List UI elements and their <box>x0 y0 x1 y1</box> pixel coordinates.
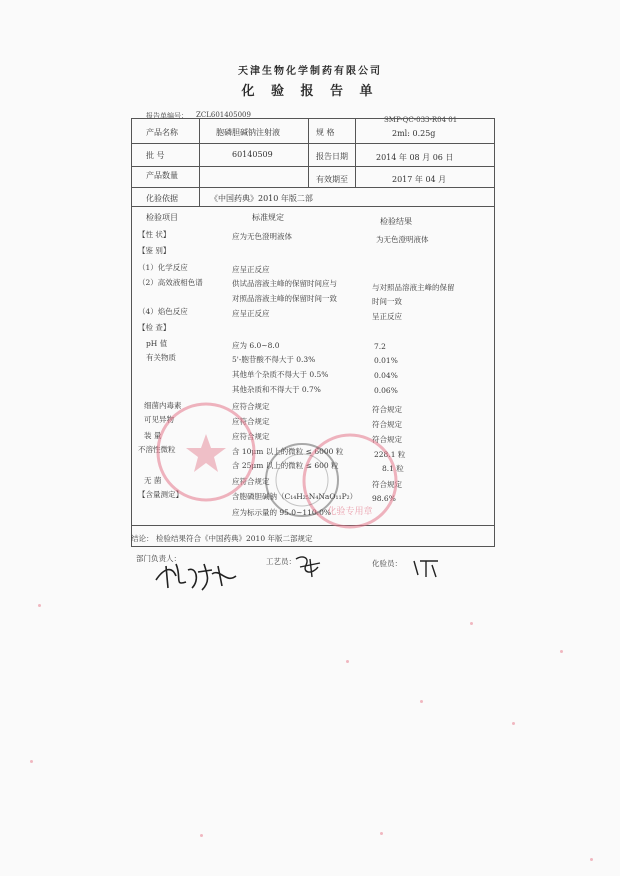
stain-dot <box>420 700 423 703</box>
row-result: 8.1 粒 <box>382 464 404 473</box>
row-item: 【性 状】 <box>138 230 171 239</box>
stain-dot <box>30 760 33 763</box>
product-name: 胞磷胆碱钠注射液 <box>216 128 280 137</box>
row-standard: 应为标示量的 95.0~110.0% <box>232 508 331 517</box>
row-standard: 其他单个杂质不得大于 0.5% <box>232 370 329 379</box>
batch-label: 批 号 <box>146 151 165 160</box>
stain-dot <box>380 832 383 835</box>
row-item: 细菌内毒素 <box>144 401 182 410</box>
row-standard: 供试品溶液主峰的保留时间应与 <box>232 279 337 288</box>
column-header-result: 检验结果 <box>380 217 412 226</box>
row-item: 【鉴 别】 <box>138 246 171 255</box>
row-item: 可见异物 <box>144 415 174 424</box>
row-item: 无 菌 <box>144 476 162 485</box>
analyst-label: 化验员： <box>372 559 402 568</box>
row-standard: 应符合规定 <box>232 432 270 441</box>
reviewer-signature <box>292 553 326 579</box>
row-item: 不溶性微粒 <box>138 445 176 454</box>
row-standard: 应为无色澄明液体 <box>232 232 292 241</box>
row-result: 符合规定 <box>372 480 402 489</box>
stain-dot <box>512 722 515 725</box>
row-standard: 应呈正反应 <box>232 309 270 318</box>
expiry-label: 有效期至 <box>316 175 348 184</box>
column-divider <box>355 119 356 187</box>
column-header-standard: 标准规定 <box>252 213 284 222</box>
row-standard: 5'-胞苷酸不得大于 0.3% <box>232 355 316 364</box>
row-standard: 应为 6.0~8.0 <box>232 341 280 350</box>
report-date-label: 报告日期 <box>316 152 348 161</box>
black-seal <box>262 440 342 524</box>
row-result: 7.2 <box>374 342 386 351</box>
row-result: 符合规定 <box>372 420 402 429</box>
row-result: 符合规定 <box>372 435 402 444</box>
company-seal <box>156 392 256 516</box>
form-code: SMP-QC-033-R04 01 <box>384 116 458 124</box>
row-standard: 对照品溶液主峰的保留时间一致 <box>232 294 337 303</box>
product-name-label: 产品名称 <box>146 128 178 137</box>
column-divider <box>308 119 309 187</box>
column-divider <box>199 119 200 206</box>
column-header-item: 检验项目 <box>146 213 178 222</box>
row-standard: 应呈正反应 <box>232 265 270 274</box>
spec-label: 规 格 <box>316 128 335 137</box>
stain-dot <box>346 660 349 663</box>
row-result: 时间一致 <box>372 297 402 306</box>
conclusion-text: 检验结果符合《中国药典》2010 年版二部规定 <box>156 534 313 543</box>
conclusion-label: 结论： <box>131 534 154 543</box>
row-standard: 其他杂质和不得大于 0.7% <box>232 385 321 394</box>
row-item: 有关物质 <box>146 353 176 362</box>
row-result: 0.04% <box>374 371 398 380</box>
report-number: ZCL601405009 <box>196 111 251 119</box>
row-result: 为无色澄明液体 <box>376 235 429 244</box>
row-standard: 应符合规定 <box>232 417 270 426</box>
stain-dot <box>200 834 203 837</box>
row-divider <box>131 187 495 188</box>
row-result: 呈正反应 <box>372 312 402 321</box>
report-number-label: 报告单编号： <box>146 112 188 120</box>
dept-head-signature <box>152 558 244 592</box>
stain-dot <box>38 604 41 607</box>
company-name: 天津生物化学制药有限公司 <box>238 66 382 77</box>
reviewer-label: 工艺员： <box>266 557 296 566</box>
row-divider <box>131 143 495 144</box>
row-standard: 含 25μm 以上的微粒 ≤ 600 粒 <box>232 461 339 470</box>
row-standard: 含胞磷胆碱钠（C₁₄H₂₅N₄NaO₁₁P₂） <box>232 492 358 501</box>
analyst-signature <box>410 557 442 579</box>
row-divider <box>131 206 495 207</box>
row-item: 装 量 <box>144 431 162 440</box>
stain-dot <box>470 622 473 625</box>
stain-dot <box>590 858 593 861</box>
row-result: 0.06% <box>374 386 398 395</box>
row-result: 98.6% <box>372 494 396 503</box>
row-result: 0.01% <box>374 356 398 365</box>
row-result: 与对照品溶液主峰的保留 <box>372 283 455 292</box>
row-result: 228.1 粒 <box>374 450 406 459</box>
row-result: 符合规定 <box>372 405 402 414</box>
batch-value: 60140509 <box>232 150 273 159</box>
row-item: （2）高效液相色谱 <box>138 278 203 287</box>
row-item: 【检 查】 <box>138 323 171 332</box>
row-item: 【含量测定】 <box>138 490 183 499</box>
row-standard: 含 10μm 以上的微粒 ≤ 6000 粒 <box>232 447 344 456</box>
basis-value: 《中国药典》2010 年版二部 <box>210 194 313 203</box>
quantity-label: 产品数量 <box>146 171 178 180</box>
stain-dot <box>560 650 563 653</box>
basis-label: 化验依据 <box>146 194 178 203</box>
row-standard: 应符合规定 <box>232 402 270 411</box>
spec-value: 2ml: 0.25g <box>392 129 436 138</box>
row-item: （1）化学反应 <box>138 263 188 272</box>
dept-head-label: 部门负责人： <box>136 554 181 563</box>
report-date-value: 2014 年 08 月 06 日 <box>376 153 454 162</box>
row-item: （4）焰色反应 <box>138 307 188 316</box>
row-standard: 应符合规定 <box>232 477 270 486</box>
expiry-value: 2017 年 04 月 <box>392 175 447 184</box>
svg-text:化验专用章: 化验专用章 <box>327 507 373 517</box>
row-item: pH 值 <box>146 339 168 348</box>
row-divider <box>131 166 495 167</box>
report-title: 化 验 报 告 单 <box>241 84 379 99</box>
